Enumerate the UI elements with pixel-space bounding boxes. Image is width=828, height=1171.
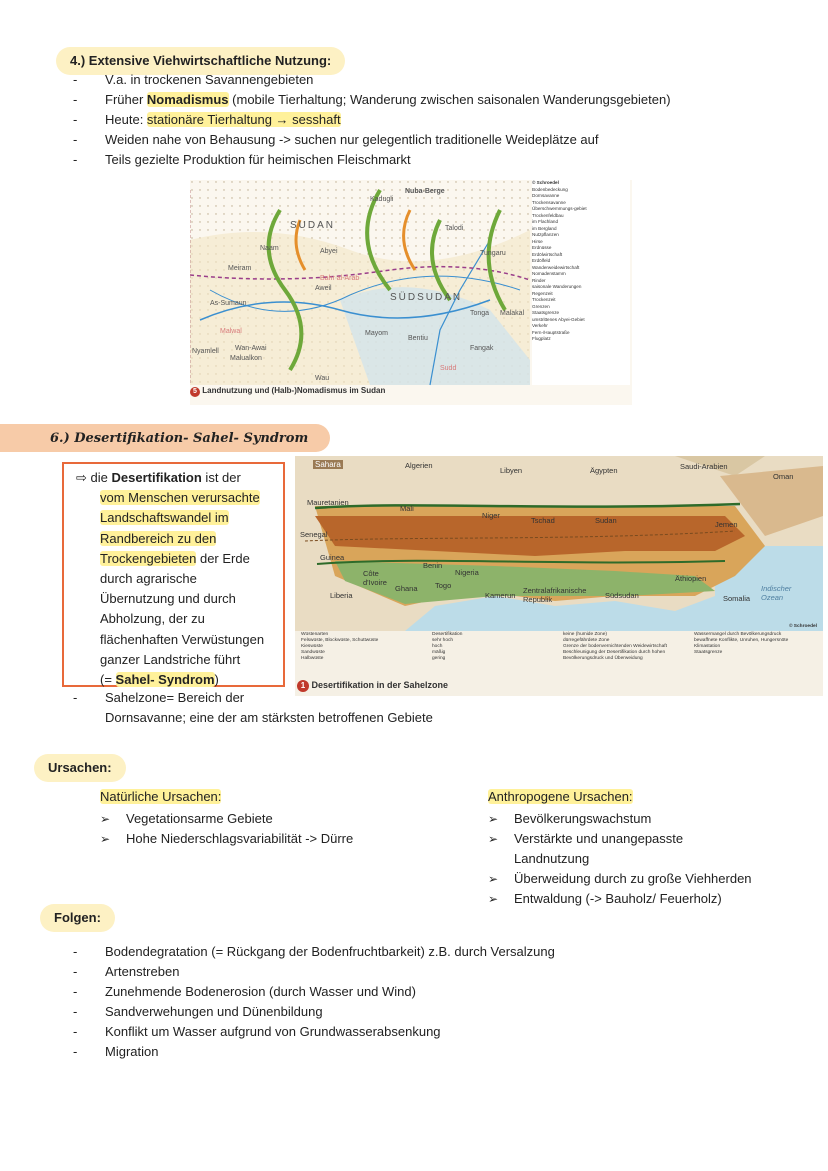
legend-entry: Felswüste, Blockwüste, Schuttwüste	[301, 638, 379, 643]
definition-text: Übernutzung und durch	[100, 591, 236, 607]
sahel-map-labels	[295, 456, 823, 631]
folgen-heading	[40, 904, 115, 932]
legend-entry: Staatsgrenze	[532, 310, 560, 315]
list-item: ➢ Überweidung durch zu große Viehherden	[488, 869, 818, 889]
legend-entry: Beschleunigung der Desertifikation durch hohen Bevölkerungsdruck und Überweidung	[563, 650, 666, 661]
ursachen-heading	[34, 754, 126, 782]
map-label: SÜDSUDAN	[390, 292, 463, 303]
map-label: Sudd	[440, 365, 457, 372]
legend-entry: umstrittenes Abyei-Gebiet	[532, 316, 585, 322]
list-item: - Konflikt um Wasser aufgrund von Grundwasserabsenkung	[105, 1022, 805, 1042]
map-label: As-Sumaun	[210, 300, 247, 307]
anthro-causes-list	[488, 809, 818, 909]
list-item: ➢ Bevölkerungswachstum	[488, 809, 818, 829]
legend-entry: Halbwüste	[301, 656, 324, 661]
legend-entry: Grenzen	[532, 303, 550, 309]
map-label: Südsudan	[605, 591, 639, 600]
map-label: Guinea	[320, 553, 345, 562]
list-item: - Weiden nahe von Behausung -> suchen nur gelegentlich traditionelle Weideplätze auf	[105, 130, 805, 150]
definition-text: Abholzung, der zu	[100, 611, 205, 627]
map-label: Oman	[773, 472, 794, 481]
legend-entry: saisonale Wanderungen	[532, 284, 582, 289]
legend-entry: mäßig	[432, 650, 446, 655]
legend-title: © Schroedel	[532, 180, 559, 185]
map-label: Ghana	[395, 584, 418, 593]
legend-entries	[532, 187, 630, 343]
caption-text: Desertifikation in der Sahelzone	[311, 680, 449, 690]
map-label: Somalia	[723, 594, 751, 603]
legend-entry: im Flachland	[532, 219, 559, 224]
caption-text: Landnutzung und (Halb-)Nomadismus im Sudan	[202, 386, 386, 395]
legend-entry: bewaffnete Konflikte, Unruhen, Hungersnöte	[694, 638, 789, 643]
map-label: Abyei	[320, 248, 338, 255]
legend-entry: Sandwüste	[301, 650, 325, 655]
folgen-list	[105, 942, 805, 1062]
map-label: Tonga	[470, 310, 490, 317]
sahel-map-caption	[297, 680, 448, 692]
section4-list	[105, 70, 805, 170]
map-label: Sahara	[315, 460, 341, 469]
definition-line-1: ⇨ die Desertifikation ist der	[76, 470, 241, 485]
arrow-icon: ⇨	[76, 470, 87, 485]
sahel-map	[295, 456, 823, 696]
map-label: Bahr al-Arab	[320, 275, 360, 282]
map-label: Kadugli	[370, 196, 394, 203]
map-label: Ägypten	[590, 466, 618, 475]
legend-entry: Überschwemmungs-gebiet	[532, 206, 587, 211]
map-label: Wan-Awai	[235, 345, 267, 352]
map-label: Jemen	[715, 520, 738, 529]
sudan-map	[190, 180, 632, 405]
map-label: Malakal	[500, 310, 525, 317]
sahel-syndrom-highlight: Sahel- Syndrom	[115, 672, 215, 688]
legend-entries	[301, 632, 817, 662]
map-label: Äthiopien	[675, 574, 707, 583]
list-item: - Zunehmende Bodenerosion (durch Wasser und Wind)	[105, 982, 805, 1002]
section6-heading	[0, 424, 330, 452]
sudan-map-legend	[532, 180, 630, 385]
legend-entry: Wüstenarten	[301, 632, 329, 637]
legend-entry: Erdölfeld	[532, 258, 551, 263]
legend-entry: Kieswüste	[301, 644, 323, 649]
map-label: Talodi	[445, 225, 464, 232]
legend-entry: dürregefährdete Zone	[563, 638, 610, 643]
caption-number-badge: 5	[190, 387, 200, 397]
legend-entry: gering	[432, 656, 446, 661]
sahel-map-legend	[301, 624, 817, 678]
legend-entry: Erdölwirtschaft	[532, 251, 563, 257]
map-label: Saudi-Arabien	[680, 462, 728, 471]
natural-causes-title: Natürliche Ursachen:	[100, 789, 222, 804]
list-item: - Migration	[105, 1042, 805, 1062]
definition-box: ⇨ die Desertifikation ist der vom Menschen verursachte Landschaftswandel im Randbereich zu den Trockengebieten der Erde durch agrarische Übernutzung und durch Abholzung, der zu flächenhaften Verwüstungen ganzer Landstriche führt (= Sahel- Syndrom)	[62, 462, 285, 687]
map-label: Togo	[435, 581, 452, 590]
map-label: Niger	[482, 511, 500, 520]
legend-entry: Fern-/Hauptstraße	[532, 329, 570, 335]
map-label: Benin	[423, 561, 443, 570]
legend-title: © Schroedel	[788, 624, 817, 629]
legend-entry: Dornsavanne	[532, 193, 560, 198]
legend-entry: im Bergland	[532, 225, 557, 231]
legend-entry: Nomadenstamm	[532, 271, 566, 276]
map-label: Wau	[315, 375, 330, 382]
legend-entry: Staatsgrenze	[694, 650, 723, 655]
map-label: Nigeria	[455, 568, 479, 577]
map-label: Mayom	[365, 330, 388, 337]
definition-text: flächenhaften Verwüstungen	[100, 631, 265, 647]
map-label: Fangak	[470, 345, 494, 352]
section4-heading-text: 4.) Extensive Viehwirtschaftliche Nutzung:	[70, 53, 332, 68]
list-item: - Heute: stationäre Tierhaltung → sesshaft	[105, 110, 805, 130]
legend-entry: Erdnüsse	[532, 245, 552, 250]
legend-entry: Bodenbedeckung	[532, 186, 568, 192]
map-label: Côte d'Ivoire	[363, 569, 387, 587]
list-item: - Bodendegratation (= Rückgang der Bodenfruchtbarkeit) z.B. durch Versalzung	[105, 942, 805, 962]
list-item: ➢ Hohe Niederschlagsvariabilität -> Dürre	[100, 829, 450, 849]
map-label: Mauretanien	[307, 498, 349, 507]
ursachen-heading-text: Ursachen:	[48, 760, 112, 775]
legend-entry: Grenze der bodenvernichtenden Weidewirtschaft	[563, 644, 667, 649]
highlight-text: vom Menschen verursachte	[100, 490, 260, 506]
map-label: Libyen	[500, 466, 523, 475]
anthro-causes-title: Anthropogene Ursachen:	[488, 789, 633, 804]
map-label: Aweil	[315, 285, 332, 292]
legend-entry: Wassermangel durch Bevölkerungsdruck	[694, 632, 782, 637]
legend-entry: Desertifikation	[432, 632, 463, 637]
legend-entry: sehr hoch	[432, 638, 454, 643]
folgen-heading-text: Folgen:	[54, 910, 101, 925]
map-label: Senegal	[300, 530, 328, 539]
section6-heading-text: 6.) Desertifikation- Sahel- Syndrom	[50, 431, 309, 446]
legend-entry: Regenzeit	[532, 290, 553, 296]
legend-entry: hoch	[432, 644, 443, 649]
legend-entry: Flugplatz	[532, 336, 551, 341]
map-label: Meiram	[228, 265, 252, 272]
sudan-map-caption	[190, 386, 385, 397]
map-label: Nyamlell	[192, 348, 219, 355]
legend-entry: Wanderweidewirtschaft	[532, 264, 580, 270]
list-item: - Früher Nomadismus (mobile Tierhaltung; Wanderung zwischen saisonalen Wanderungsgebieten)	[105, 90, 805, 110]
map-label: Indischer Ozean	[761, 584, 792, 602]
map-label: Malualkon	[230, 355, 262, 362]
map-label: Tungaru	[480, 250, 506, 257]
list-item: - Teils gezielte Produktion für heimischen Fleischmarkt	[105, 150, 805, 170]
highlight-text: Randbereich zu den	[100, 530, 217, 546]
map-label: Algerien	[405, 461, 433, 470]
highlight-text: Landschaftswandel im	[100, 510, 229, 526]
map-label: Bentiu	[408, 335, 428, 342]
highlight-text: Trockengebieten	[100, 550, 197, 566]
legend-entry: Hirse	[532, 238, 543, 244]
list-item: ➢ Entwaldung (-> Bauholz/ Feuerholz)	[488, 889, 818, 909]
map-label: Tschad	[531, 516, 555, 525]
legend-entry: Klimastation	[694, 644, 721, 649]
legend-entry: Trockensavanne	[532, 199, 566, 205]
map-label: Naam	[260, 245, 279, 252]
list-item: - V.a. in trockenen Savannengebieten	[105, 70, 805, 90]
natural-causes-list	[100, 809, 450, 849]
definition-text: ganzer Landstriche führt	[100, 651, 241, 667]
map-label: Sudan	[595, 516, 617, 525]
list-item: ➢ Verstärkte und unangepasste Landnutzung	[488, 829, 818, 869]
list-item: - Sandverwehungen und Dünenbildung	[105, 1002, 805, 1022]
list-item: - Sahelzone= Bereich der Dornsavanne; eine der am stärksten betroffenen Gebiete	[105, 688, 555, 728]
definition-text: durch agrarische	[100, 571, 197, 587]
map-label: SUDAN	[290, 220, 336, 231]
legend-entry: Nutzpflanzen	[532, 232, 559, 237]
map-label: Liberia	[330, 591, 353, 600]
caption-number-badge: 1	[297, 680, 309, 692]
list-item: - Artenstreben	[105, 962, 805, 982]
legend-entry: keine (humide Zone)	[563, 632, 607, 637]
legend-entry: Verkehr	[532, 323, 548, 328]
legend-entry: Trockenzeit	[532, 297, 556, 302]
legend-entry: Rinder	[532, 277, 546, 283]
sudan-map-labels	[190, 180, 530, 385]
map-label: Kamerun	[485, 591, 516, 600]
legend-entry: Trockenfeldbau	[532, 212, 564, 218]
list-item: ➢ Vegetationsarme Gebiete	[100, 809, 450, 829]
map-label: Malwal	[220, 328, 242, 335]
map-label: Mali	[400, 504, 414, 513]
map-label: Zentralafrikanische Republik	[523, 586, 587, 604]
map-label: Nuba-Berge	[405, 188, 445, 195]
